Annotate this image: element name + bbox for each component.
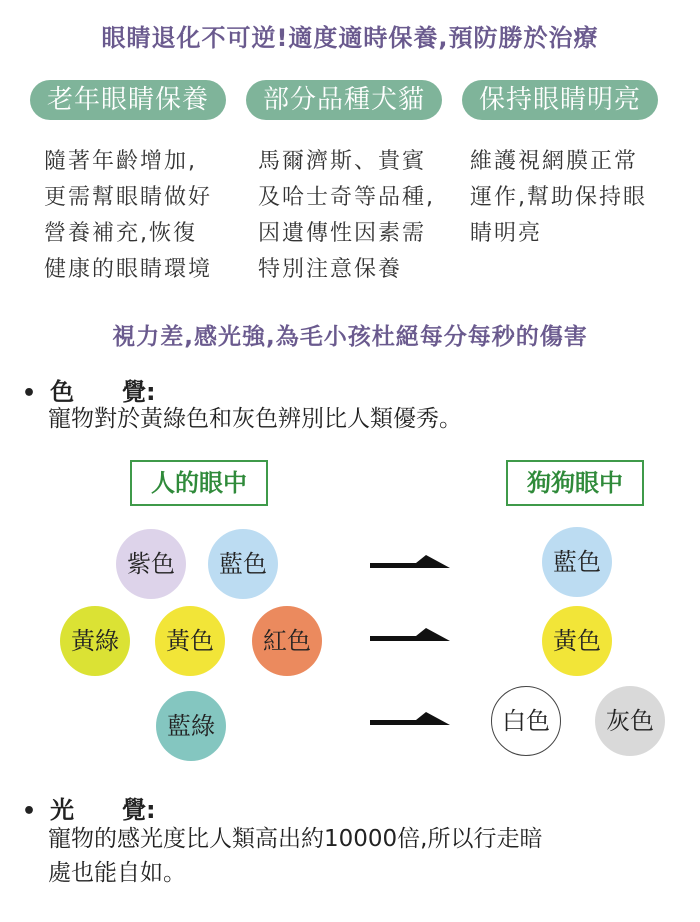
headline-vision: 視力差,感光強,為毛小孩杜絕每分每秒的傷害	[112, 324, 588, 350]
circle-red: 紅色	[252, 606, 322, 676]
circle-white: 白色	[491, 686, 561, 756]
arrow-right-icon	[370, 712, 450, 732]
circle-gray: 灰色	[595, 686, 665, 756]
arrow-right-icon	[370, 628, 450, 648]
arrow-right-icon	[370, 555, 450, 575]
bullet-title: 色 覺:	[50, 378, 156, 406]
pill-breeds: 部分品種犬貓	[246, 80, 442, 120]
human-eye-label: 人的眼中	[130, 460, 268, 506]
bullet-title: 光 覺:	[50, 796, 156, 824]
bullet-light-vision	[22, 790, 156, 825]
column-line: 及哈士奇等品種,	[258, 185, 435, 210]
column-elderly	[44, 144, 244, 288]
circle-yellow: 黃色	[542, 606, 612, 676]
column-breeds	[258, 144, 458, 288]
column-line: 維護視網膜正常	[470, 149, 639, 174]
pill-keep-eyes-bright: 保持眼睛明亮	[462, 80, 658, 120]
column-line: 營養補充,恢復	[44, 221, 197, 246]
column-line: 健康的眼睛環境	[44, 257, 213, 282]
column-line: 隨著年齡增加,	[44, 149, 197, 174]
desc-line: 寵物的感光度比人類高出約10000倍,所以行走暗	[48, 826, 543, 852]
bullet-color-desc: 寵物對於黃綠色和灰色辨別比人類優秀。	[48, 406, 462, 432]
column-line: 馬爾濟斯、貴賓	[258, 149, 427, 174]
circle-blue: 藍色	[542, 527, 612, 597]
desc-line: 處也能自如。	[48, 860, 186, 886]
circle-purple: 紫色	[116, 529, 186, 599]
column-line: 更需幫眼睛做好	[44, 185, 213, 210]
column-line: 因遺傳性因素需	[258, 221, 427, 246]
dog-eye-label: 狗狗眼中	[506, 460, 644, 506]
circle-blue: 藍色	[208, 529, 278, 599]
circle-blue-green: 藍綠	[156, 691, 226, 761]
circle-yellow-green: 黃綠	[60, 606, 130, 676]
bullet-light-desc	[48, 822, 542, 890]
headline-top: 眼睛退化不可逆!適度適時保養,預防勝於治療	[101, 24, 599, 52]
column-line: 特別注意保養	[258, 257, 403, 282]
bullet-dot: •	[22, 799, 37, 824]
pill-elderly-eye-care: 老年眼睛保養	[30, 80, 226, 120]
circle-yellow: 黃色	[155, 606, 225, 676]
bullet-dot: •	[22, 381, 37, 406]
column-line: 睛明亮	[470, 221, 543, 246]
column-line: 運作,幫助保持眼	[470, 185, 647, 210]
column-bright	[470, 144, 670, 252]
